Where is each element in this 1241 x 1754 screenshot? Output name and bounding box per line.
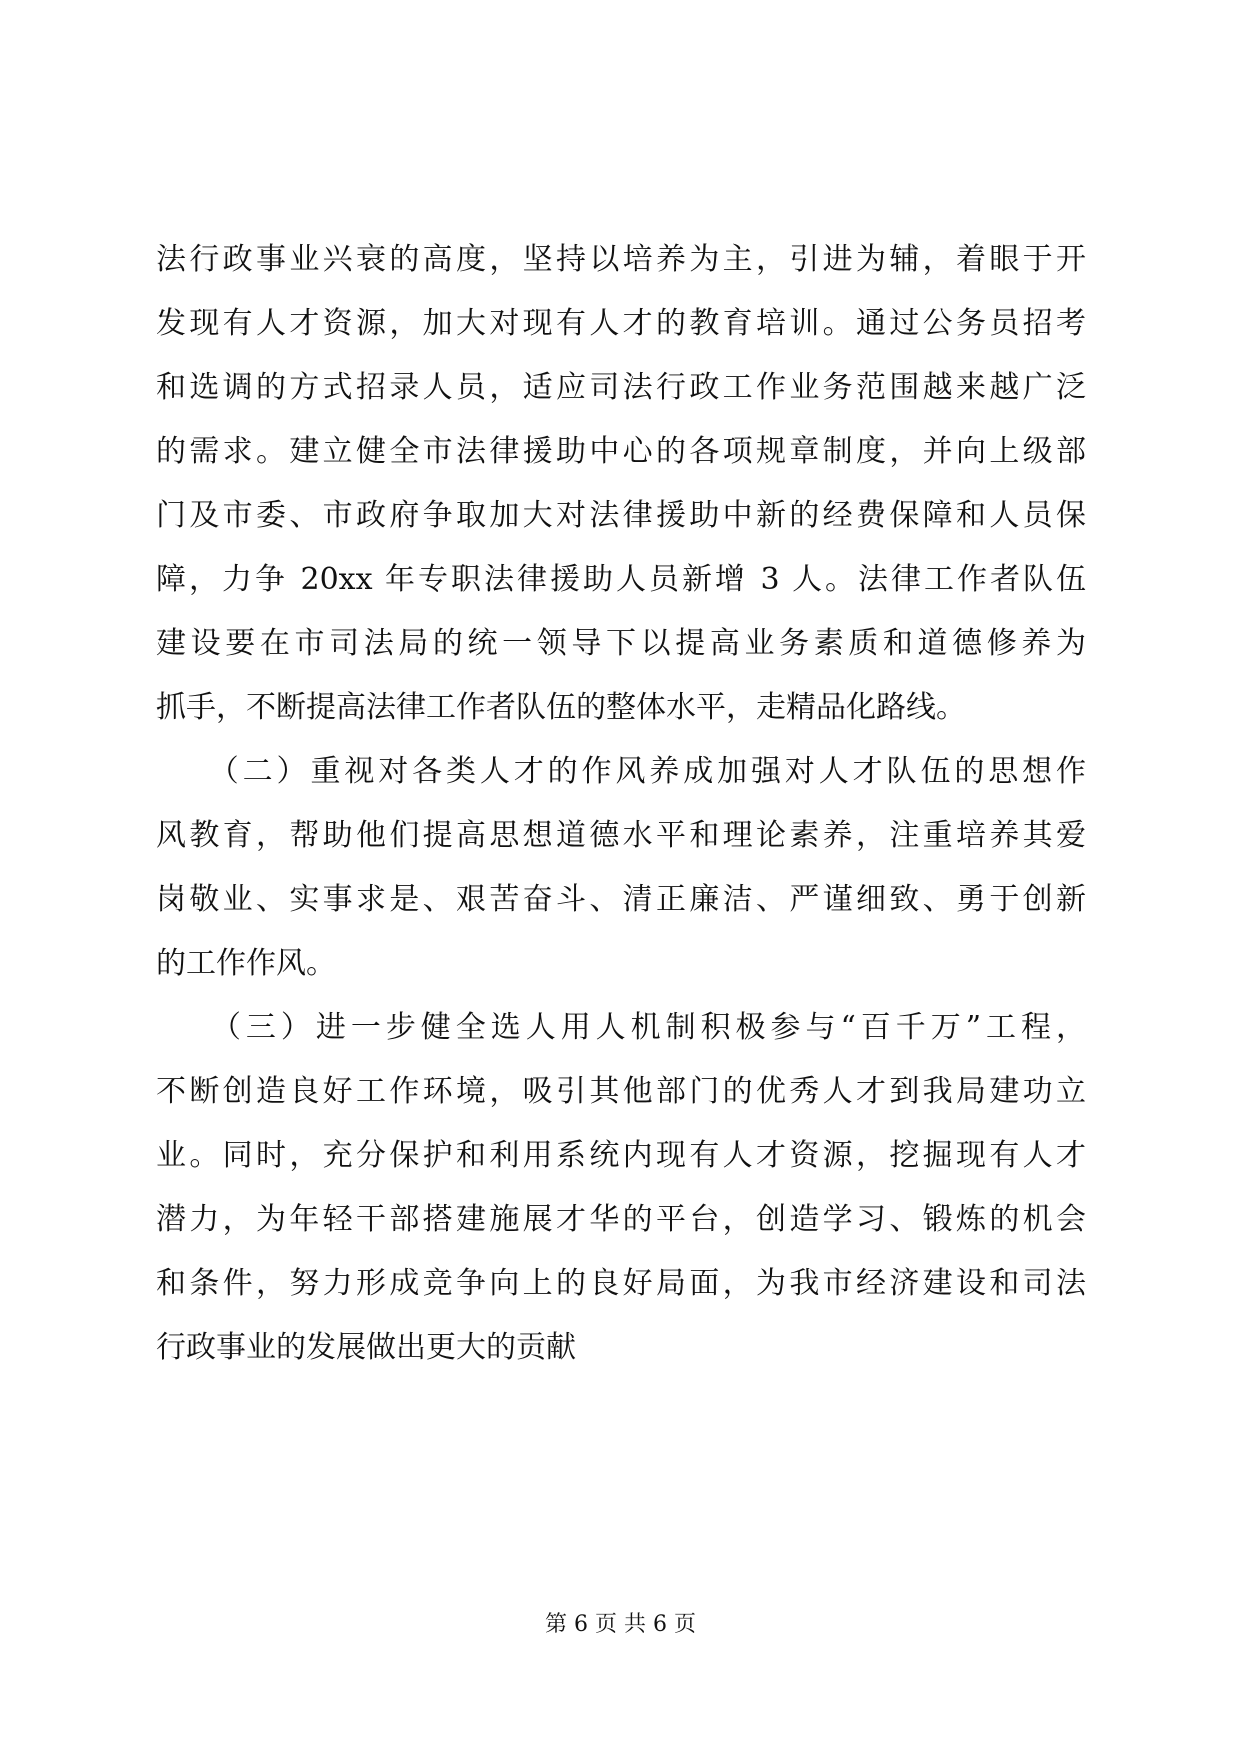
text-line: 和选调的方式招录人员，适应司法行政工作业务范围越来越广泛 xyxy=(156,370,1086,405)
text-line: 抓手，不断提高法律工作者队伍的整体水平，走精品化路线。 xyxy=(156,690,966,725)
page-number-label: 第 6 页 共 6 页 xyxy=(545,1612,696,1637)
text-line: 不断创造良好工作环境，吸引其他部门的优秀人才到我局建功立 xyxy=(156,1074,1086,1109)
text-line: 法行政事业兴衰的高度，坚持以培养为主，引进为辅，着眼于开 xyxy=(156,242,1086,277)
page-footer xyxy=(0,1610,1241,1640)
text-line: 行政事业的发展做出更大的贡献 xyxy=(156,1330,576,1365)
document-body xyxy=(156,228,1086,1380)
text-line: 障，力争 20xx 年专职法律援助人员新增 3 人。法律工作者队伍 xyxy=(156,562,1086,597)
text-line: 和条件，努力形成竞争向上的良好局面，为我市经济建设和司法 xyxy=(156,1266,1086,1301)
text-line: 门及市委、市政府争取加大对法律援助中新的经费保障和人员保 xyxy=(156,498,1086,533)
text-line: 发现有人才资源，加大对现有人才的教育培训。通过公务员招考 xyxy=(156,306,1086,341)
text-line: （三）进一步健全选人用人机制积极参与“百千万”工程， xyxy=(156,1010,1086,1045)
text-line: 建设要在市司法局的统一领导下以提高业务素质和道德修养为 xyxy=(156,626,1086,661)
text-line: 业。同时，充分保护和利用系统内现有人才资源，挖掘现有人才 xyxy=(156,1138,1086,1173)
text-line: 风教育，帮助他们提高思想道德水平和理论素养，注重培养其爱 xyxy=(156,818,1086,853)
text-line: 的需求。建立健全市法律援助中心的各项规章制度，并向上级部 xyxy=(156,434,1086,469)
text-line: （二）重视对各类人才的作风养成加强对人才队伍的思想作 xyxy=(156,754,1086,789)
text-line: 的工作作风。 xyxy=(156,946,336,981)
text-line: 岗敬业、实事求是、艰苦奋斗、清正廉洁、严谨细致、勇于创新 xyxy=(156,882,1086,917)
text-line: 潜力，为年轻干部搭建施展才华的平台，创造学习、锻炼的机会 xyxy=(156,1202,1086,1237)
